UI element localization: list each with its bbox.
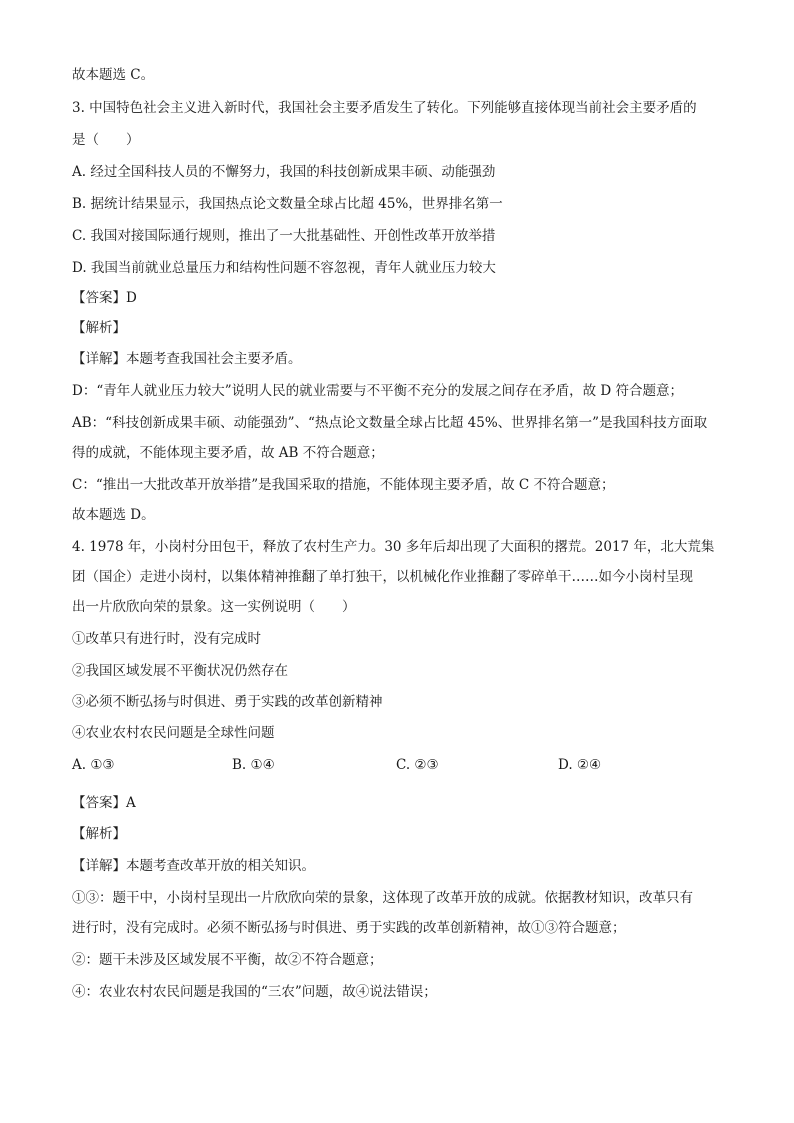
q3-option-b: B. 据统计结果显示，我国热点论文数量全球占比超 45%，世界排名第一: [72, 196, 503, 212]
q3-option-a: A. 经过全国科技人员的不懈努力，我国的科技创新成果丰硕、动能强劲: [72, 164, 496, 180]
q4-option-c: C. ②③: [396, 757, 439, 773]
q3-option-c: C. 我国对接国际通行规则，推出了一大批基础性、开创性改革开放举措: [72, 228, 496, 244]
q3-explain-2: AB：“科技创新成果丰硕、动能强劲”、“热点论文数量全球占比超 45%、世界排名第一”是我国科技方面取: [72, 415, 708, 431]
q4-statement-2: ②我国区域发展不平衡状况仍然存在: [72, 663, 288, 679]
q4-answer: 【答案】A: [72, 795, 136, 811]
q3-answer: 【答案】D: [72, 290, 137, 306]
q3-explain-3: 得的成就，不能体现主要矛盾，故 AB 不符合题意；: [72, 445, 384, 461]
q4-statement-1: ①改革只有进行时，没有完成时: [72, 631, 261, 647]
q4-stem-line-2: 团（国企）走进小岗村，以集体精神推翻了单打独干，以机械化作业推翻了零碎单干……如今小岗村呈现: [72, 569, 693, 585]
q3-detail: 【详解】本题考查我国社会主要矛盾。: [72, 351, 302, 367]
previous-conclusion: 故本题选 C。: [72, 67, 155, 83]
q3-conclusion: 故本题选 D。: [72, 507, 155, 523]
q4-option-d: D. ②④: [558, 757, 602, 773]
q3-option-d: D. 我国当前就业总量压力和结构性问题不容忽视，青年人就业压力较大: [72, 260, 496, 276]
q4-explain-3: ②：题干未涉及区域发展不平衡，故②不符合题意；: [72, 952, 383, 968]
q4-analysis-label: 【解析】: [72, 826, 126, 842]
q4-detail: 【详解】本题考查改革开放的相关知识。: [72, 858, 315, 874]
q4-explain-2: 进行时，没有完成时。必须不断弘扬与时俱进、勇于实践的改革创新精神，故①③符合题意；: [72, 920, 626, 936]
q3-explain-1: D：“青年人就业压力较大”说明人民的就业需要与不平衡不充分的发展之间存在矛盾，故 D 符合题意；: [72, 383, 684, 399]
q4-option-a: A. ①③: [72, 757, 115, 773]
q4-statement-4: ④农业农村农民问题是全球性问题: [72, 725, 275, 741]
q3-stem-line-1: 3. 中国特色社会主义进入新时代，我国社会主要矛盾发生了转化。下列能够直接体现当前社会主要矛盾的: [72, 100, 697, 116]
q3-explain-4: C：“推出一大批改革开放举措”是我国采取的措施，不能体现主要矛盾，故 C 不符合题意；: [72, 477, 615, 493]
q4-options-row: [72, 755, 732, 775]
q3-analysis-label: 【解析】: [72, 320, 126, 336]
q3-stem-line-2: 是（ ）: [72, 132, 140, 148]
q4-stem-line-1: 4. 1978 年，小岗村分田包干，释放了农村生产力。30 多年后却出现了大面积的撂荒。2017 年，北大荒集: [72, 539, 715, 555]
q4-statement-3: ③必须不断弘扬与时俱进、勇于实践的改革创新精神: [72, 694, 383, 710]
q4-explain-1: ①③：题干中，小岗村呈现出一片欣欣向荣的景象，这体现了改革开放的成就。依据教材知识，改革只有: [72, 890, 693, 906]
q4-explain-4: ④：农业农村农民问题是我国的“三农”问题，故④说法错误；: [72, 984, 437, 1000]
q4-stem-line-3: 出一片欣欣向荣的景象。这一实例说明（ ）: [72, 599, 356, 615]
q4-option-b: B. ①④: [232, 757, 275, 773]
